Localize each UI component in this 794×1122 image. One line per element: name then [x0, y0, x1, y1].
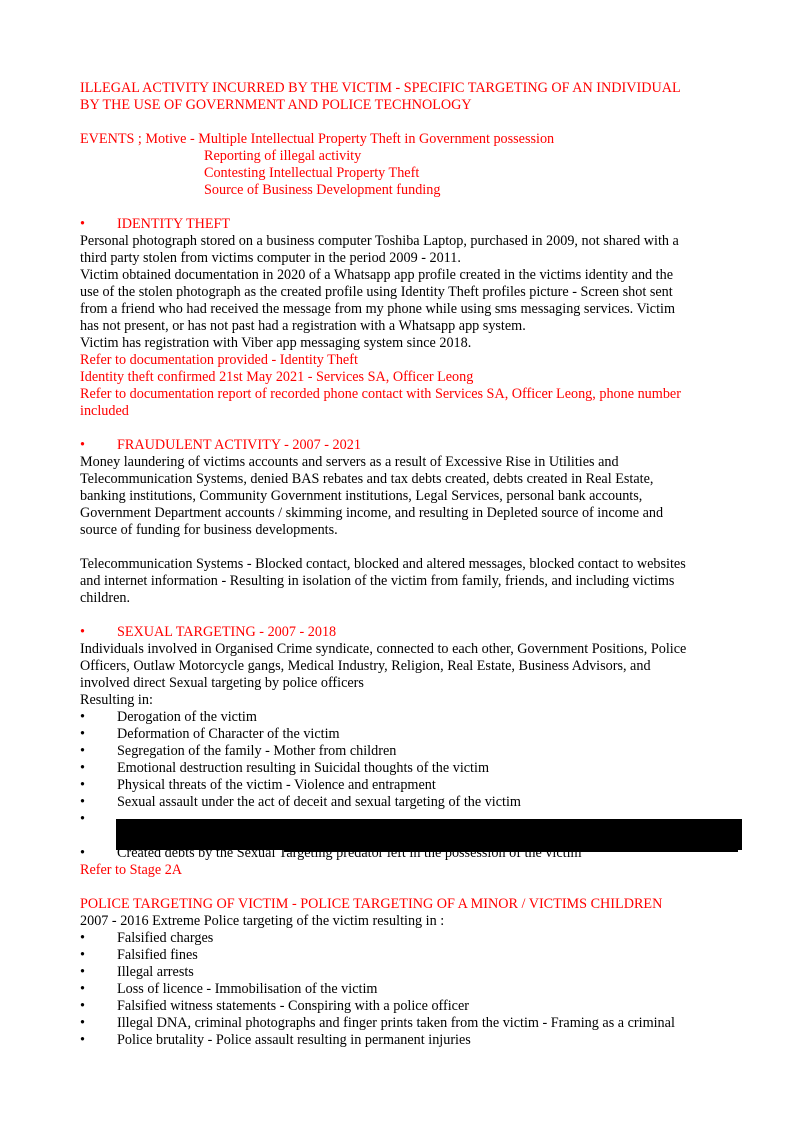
bullet-icon: • — [80, 216, 85, 232]
list-item — [80, 998, 730, 1015]
events-motive-item: Contesting Intellectual Property Theft — [204, 165, 420, 181]
telecom-body-line: Telecommunication Systems - Blocked contact, blocked and altered messages, blocked contact to websites — [80, 556, 686, 572]
events-motive-item: Source of Business Development funding — [204, 182, 441, 198]
list-item — [80, 845, 730, 862]
list-item-text: Loss of licence - Immobilisation of the victim — [117, 981, 378, 997]
fraud-body-line: banking institutions, Community Government institutions, Legal Services, personal bank accounts, — [80, 488, 643, 504]
list-item-text: Emotional destruction resulting in Suicidal thoughts of the victim — [117, 760, 489, 776]
identity-body-line: use of the stolen photograph as the created profile using Identity Theft profiles picture - Screen shot sent — [80, 284, 673, 300]
list-item-text: Falsified witness statements - Conspiring with a police officer — [117, 998, 469, 1014]
list-item — [80, 1032, 730, 1049]
list-item — [80, 760, 730, 777]
list-item — [80, 930, 730, 947]
bullet-icon: • — [80, 811, 85, 827]
telecom-body-line: children. — [80, 590, 131, 606]
list-item-text: Falsified fines — [117, 947, 198, 963]
identity-reference-line: Refer to documentation report of recorded phone contact with Services SA, Officer Leong, phone number — [80, 386, 681, 402]
list-item — [80, 947, 730, 964]
list-item-text: Illegal DNA, criminal photographs and finger prints taken from the victim - Framing as a criminal — [117, 1015, 675, 1031]
list-item — [80, 981, 730, 998]
identity-body-line: has not present, or has not past had a registration with a Whatsapp app system. — [80, 318, 526, 334]
list-item — [80, 777, 730, 794]
telecom-body-line: and internet information - Resulting in isolation of the victim from family, friends, and including victims — [80, 573, 675, 589]
bullet-icon: • — [80, 947, 85, 963]
fraud-body-line: Telecommunication Systems, denied BAS rebates and tax debts created, debts created in Real Estate, — [80, 471, 654, 487]
list-item — [80, 794, 730, 811]
list-item-text: Sexual assault under the act of deceit and sexual targeting of the victim — [117, 794, 521, 810]
events-motive-item: Reporting of illegal activity — [204, 148, 362, 164]
events-motive-line: EVENTS ; Motive - Multiple Intellectual Property Theft in Government possession — [80, 131, 555, 147]
sexual-targeting-heading — [80, 624, 730, 641]
sexual-body-line: Individuals involved in Organised Crime syndicate, connected to each other, Government Positions, Police — [80, 641, 687, 657]
identity-body-line: from a friend who had received the message from my phone while using sms messaging services. Victim — [80, 301, 676, 317]
list-item-text: Illegal arrests — [117, 964, 194, 980]
bullet-icon: • — [80, 743, 85, 759]
redacted-list-item — [80, 811, 730, 845]
bullet-icon: • — [80, 998, 85, 1014]
fraud-body-line: Money laundering of victims accounts and servers as a result of Excessive Rise in Utilities and — [80, 454, 619, 470]
list-item-text: Physical threats of the victim - Violence and entrapment — [117, 777, 436, 793]
stage-reference: Refer to Stage 2A — [80, 862, 183, 878]
bullet-icon: • — [80, 1032, 85, 1048]
bullet-icon: • — [80, 777, 85, 793]
bullet-icon: • — [80, 760, 85, 776]
sexual-body-line: involved direct Sexual targeting by police officers — [80, 675, 364, 691]
list-item-text: Police brutality - Police assault resulting in permanent injuries — [117, 1032, 471, 1048]
list-item — [80, 743, 730, 760]
bullet-icon: • — [80, 845, 85, 861]
fraud-body-line: source of funding for business developments. — [80, 522, 338, 538]
section-heading-text: FRAUDULENT ACTIVITY - 2007 - 2021 — [117, 437, 361, 453]
sexual-body-line: Resulting in: — [80, 692, 153, 708]
document-title-line-2: BY THE USE OF GOVERNMENT AND POLICE TECHNOLOGY — [80, 97, 472, 113]
bullet-icon: • — [80, 1015, 85, 1031]
list-item-text: Derogation of the victim — [117, 709, 257, 725]
bullet-icon: • — [80, 437, 85, 453]
list-item — [80, 726, 730, 743]
bullet-icon: • — [80, 981, 85, 997]
list-item-text: Segregation of the family - Mother from children — [117, 743, 397, 759]
list-item — [80, 709, 730, 726]
identity-body-line: third party stolen from victims computer in the period 2009 - 2011. — [80, 250, 461, 266]
section-heading-text: SEXUAL TARGETING - 2007 - 2018 — [117, 624, 337, 640]
identity-body-line: Personal photograph stored on a business computer Toshiba Laptop, purchased in 2009, not shared with a — [80, 233, 679, 249]
list-item-text: Falsified charges — [117, 930, 214, 946]
sexual-body-line: Officers, Outlaw Motorcycle gangs, Medical Industry, Religion, Real Estate, Business Advisors, and — [80, 658, 651, 674]
bullet-icon: • — [80, 794, 85, 810]
bullet-icon: • — [80, 709, 85, 725]
list-item-text: Deformation of Character of the victim — [117, 726, 340, 742]
identity-theft-heading — [80, 216, 730, 233]
fraud-heading — [80, 437, 730, 454]
police-targeting-heading: POLICE TARGETING OF VICTIM - POLICE TARGETING OF A MINOR / VICTIMS CHILDREN — [80, 896, 663, 912]
identity-body-line: Victim has registration with Viber app messaging system since 2018. — [80, 335, 472, 351]
bullet-icon: • — [80, 964, 85, 980]
section-heading-text: IDENTITY THEFT — [117, 216, 231, 232]
fraud-body-line: Government Department accounts / skimming income, and resulting in Depleted source of income and — [80, 505, 664, 521]
list-item — [80, 1015, 730, 1032]
identity-reference-line: Identity theft confirmed 21st May 2021 - Services SA, Officer Leong — [80, 369, 474, 385]
list-item-text: Created debts by the Sexual Targeting predator left in the possession of the victim — [117, 845, 582, 861]
identity-reference-line: Refer to documentation provided - Identity Theft — [80, 352, 358, 368]
police-intro: 2007 - 2016 Extreme Police targeting of the victim resulting in : — [80, 913, 445, 929]
list-item — [80, 964, 730, 981]
document-page — [80, 80, 730, 1049]
identity-reference-line: included — [80, 403, 129, 419]
bullet-icon: • — [80, 930, 85, 946]
identity-body-line: Victim obtained documentation in 2020 of a Whatsapp app profile created in the victims identity and the — [80, 267, 674, 283]
bullet-icon: • — [80, 726, 85, 742]
bullet-icon: • — [80, 624, 85, 640]
document-title-line-1: ILLEGAL ACTIVITY INCURRED BY THE VICTIM - SPECIFIC TARGETING OF AN INDIVIDUAL — [80, 80, 681, 96]
